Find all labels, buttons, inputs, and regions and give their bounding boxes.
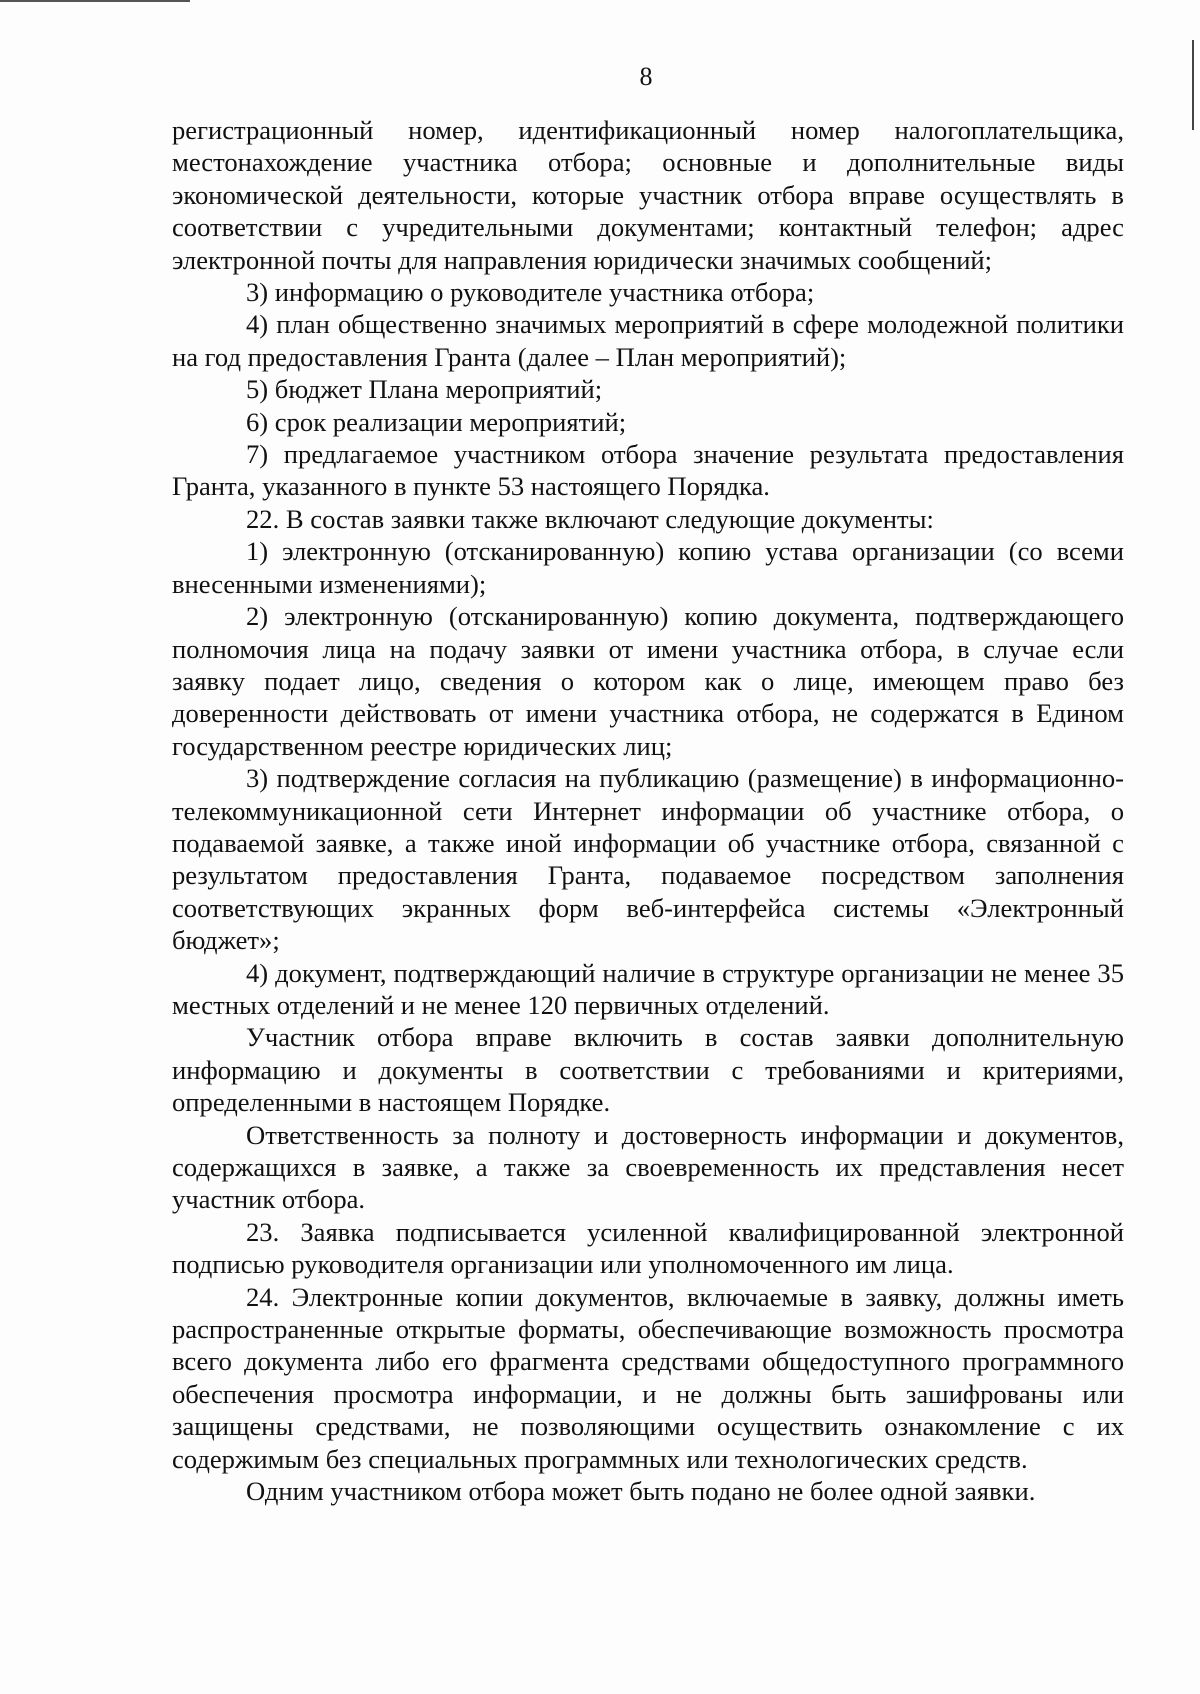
paragraph-one-application: Одним участником отбора может быть подано не более одной заявки. [246, 1476, 1036, 1507]
paragraph-registration-details: регистрационный номер, идентификационный номер налогоплательщика, местонахождение участника отбора; основные и дополнительные виды экономической деятельности, которые участник отбора вправе осуществлять в соответствии с учредительными документами; контактный телефон; адрес электронной почты для направления юридически значимых сообщений; [172, 115, 1124, 275]
paragraph-item-5-budget: 5) бюджет Плана мероприятий; [246, 374, 603, 405]
paragraph-doc-2-authority: 2) электронную (отсканированную) копию документа, подтверждающего полномочия лица на подачу заявки от имени участника отбора, в случае если заявку подает лицо, сведения о котором как о лице, имеющем право без доверенности действовать от имени участника отбора, не содержатся в Едином государственном реестре юридических лиц; [172, 601, 1124, 761]
paragraph-section-23: 23. Заявка подписывается усиленной квалифицированной электронной подписью руководителя организации или уполномоченного им лица. [172, 1216, 1124, 1280]
paragraph-item-6-term: 6) срок реализации мероприятий; [246, 406, 627, 437]
paragraph-item-7-result-value: 7) предлагаемое участником отбора значение результата предоставления Гранта, указанного в пункте 53 настоящего Порядка. [172, 439, 1124, 502]
paragraph-doc-4-branches: 4) документ, подтверждающий наличие в структуре организации не менее 35 местных отделений и не менее 120 первичных отделений. [172, 957, 1124, 1020]
paragraph-additional-info: Участник отбора вправе включить в состав заявки дополнительную информацию и документы в соответствии с требованиями и критериями, определенными в настоящем Порядке. [172, 1022, 1124, 1118]
paragraph-item-3-head-info: 3) информацию о руководителе участника отбора; [246, 277, 815, 308]
paragraph-doc-3-consent: 3) подтверждение согласия на публикацию (размещение) в информационно-телекоммуникационной сети Интернет информации об участнике отбора, о подаваемой заявке, а также иной информации об участнике отбора, связанной с результатом предоставления Гранта, подаваемое посредством заполнения соответствующих экранных форм веб-интерфейса системы «Электронный бюджет»; [172, 763, 1124, 956]
paragraph-doc-1-charter: 1) электронную (отсканированную) копию устава организации (со всеми внесенными изменениями); [172, 536, 1124, 599]
paragraph-item-4-event-plan: 4) план общественно значимых мероприятий в сфере молодежной политики на год предоставления Гранта (далее – План мероприятий); [172, 309, 1124, 372]
scan-top-rule [0, 0, 190, 2]
page-number: 8 [639, 62, 653, 91]
paragraph-responsibility: Ответственность за полноту и достоверность информации и документов, содержащихся в заявке, а также за своевременность их представления несет участник отбора. [172, 1119, 1124, 1215]
paragraph-section-24: 24. Электронные копии документов, включаемые в заявку, должны иметь распространенные открытые форматы, обеспечивающие возможность просмотра всего документа либо его фрагмента средствами общедоступного программного обеспечения просмотра информации, и не должны быть зашифрованы или защищены средствами, не позволяющими осуществить ознакомление с их содержимым без специальных программных или технологических средств. [172, 1281, 1124, 1474]
paragraph-section-22: 22. В состав заявки также включают следующие документы: [246, 503, 934, 534]
document-body [172, 114, 1124, 1507]
